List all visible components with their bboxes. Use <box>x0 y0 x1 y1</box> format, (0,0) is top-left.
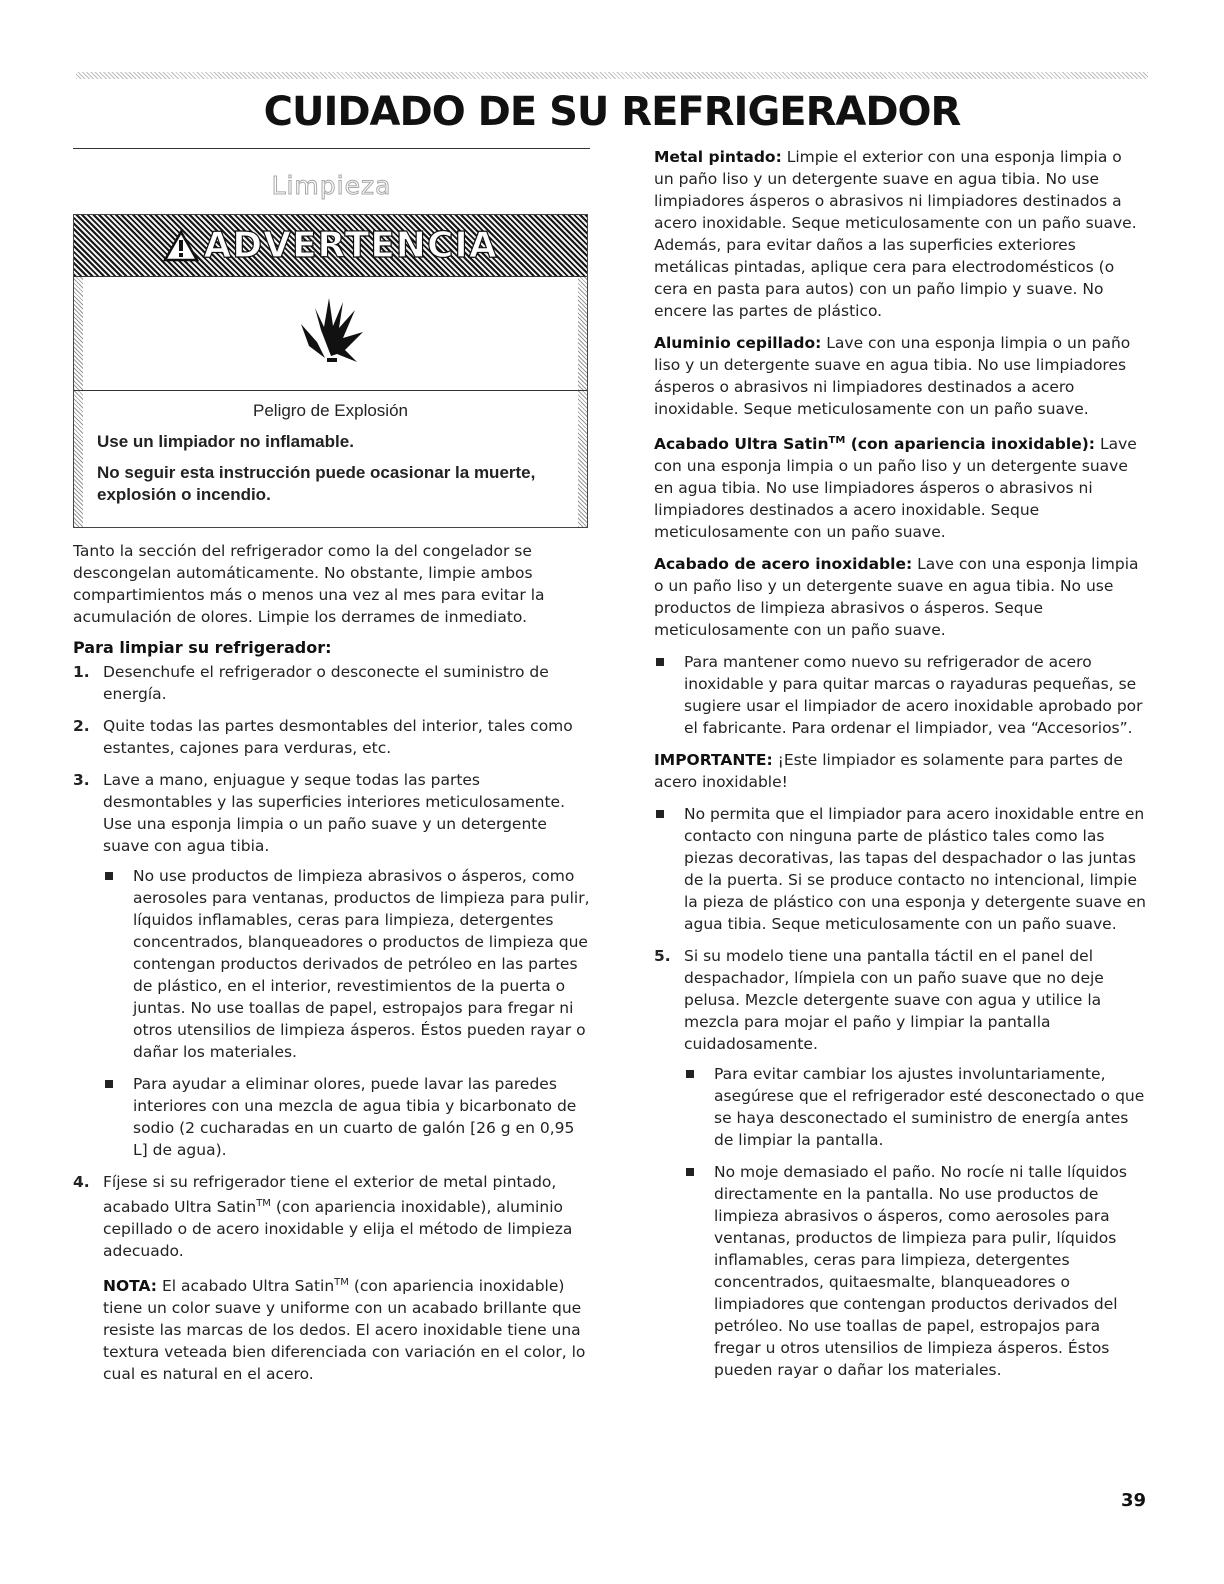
step-1: 1. Desenchufe el refrigerador o desconecte el suministro de energía. <box>73 663 549 703</box>
section-rule <box>73 148 590 149</box>
list-item: Para evitar cambiar los ajustes involuntariamente, asegúrese que el refrigerador esté desconectado o que se haya desconectado el suministro de energía antes de limpiar la pantalla. <box>684 1063 1146 1151</box>
step-3: 3. Lave a mano, enjuague y seque todas las partes desmontables y las superficies interiores meticulosamente. Use una esponja limpia o un paño suave y un detergente suave con agua tibia. No use productos de limpieza abrasivos o ásperos, como aerosoles para ventanas, productos de limpieza para pulir, líquidos inflamables, ceras para limpieza, detergentes concentrados, blanqueadores o productos de limpieza que contengan productos derivados de petróleo en las partes de plástico, en el interior, revestimientos de la puerta o juntas. No use toallas de papel, estropajos para fregar ni otros utensilios de limpieza ásperos. Éstos pueden rayar o dañar los materiales. Para ayudar a eliminar olores, puede lavar las paredes interiores con una mezcla de agua tibia y bicarbonato de sodio (2 cucharadas en un cuarto de galón [26 g en 0,95 L] de agua). <box>73 771 590 1159</box>
top-decorative-band <box>76 72 1148 79</box>
stainless-bullets <box>654 651 1146 739</box>
hazard-name: Peligro de Explosión <box>253 401 408 420</box>
note-paragraph: NOTA: El acabado Ultra Satin™ (con apariencia inoxidable) tiene un color suave y uniforme con un acabado brillante que resiste las marcas de los dedos. El acero inoxidable tiene una textura veteada bien diferenciada con variación en el color, lo cual es natural en el acero. <box>103 1277 586 1384</box>
right-column <box>654 146 1146 1391</box>
stainless-steel-paragraph: Acabado de acero inoxidable: Lave con una esponja limpia o un paño liso y un detergente suave en agua tibia. No use productos de limpieza abrasivos o ásperos. Seque meticulosamente con un paño suave. <box>654 555 1139 640</box>
list-item: No use productos de limpieza abrasivos o ásperos, como aerosoles para ventanas, productos de limpieza para pulir, líquidos inflamables, ceras para limpieza, detergentes concentrados, blanqueadores o productos de limpieza que contengan productos derivados de petróleo en las partes de plástico, en el interior, revestimientos de la puerta o juntas. No use toallas de papel, estropajos para fregar ni otros utensilios de limpieza ásperos. Éstos pueden rayar o dañar los materiales. <box>103 865 590 1063</box>
warning-pictogram-row <box>74 277 587 391</box>
warning-consequence: No seguir esta instrucción puede ocasionar la muerte, explosión o incendio. <box>97 463 536 504</box>
step-4: 4. Fíjese si su refrigerador tiene el exterior de metal pintado, acabado Ultra Satin™ (con apariencia inoxidable), aluminio cepillado o de acero inoxidable y elija el método de limpieza adecuado. NOTA: El acabado Ultra Satin™ (con apariencia inoxidable) tiene un color suave y uniforme con un acabado brillante que resiste las marcas de los dedos. El acero inoxidable tiene una textura veteada bien diferenciada con variación en el color, lo cual es natural en el acero. <box>73 1171 590 1385</box>
section-title: Limpieza <box>271 171 392 200</box>
ultra-satin-paragraph: Acabado Ultra Satin™ (con apariencia inoxidable): Lave con una esponja limpia o un paño liso y un detergente suave en agua tibia. No use limpiadores ásperos o abrasivos ni limpiadores destinados a acero inoxidable. Seque meticulosamente con un paño suave. <box>654 435 1137 542</box>
warning-message-row <box>74 391 587 527</box>
step-5-bullets <box>684 1063 1146 1381</box>
list-item: Para ayudar a eliminar olores, puede lavar las paredes interiores con una mezcla de agua tibia y bicarbonato de sodio (2 cucharadas en un cuarto de galón [26 g en 0,95 L] de agua). <box>103 1073 590 1161</box>
list-item: No permita que el limpiador para acero inoxidable entre en contacto con ninguna parte de plástico tales como las piezas decorativas, las tapas del despachador o las juntas de la puerta. Si se produce contacto no intencional, limpie la pieza de plástico con una esponja y detergente suave en agua tibia. Seque meticulosamente con un paño suave. <box>654 803 1146 935</box>
intro-paragraph: Tanto la sección del refrigerador como la del congelador se descongelan automáticamente. No obstante, limpie ambos compartimientos más o menos una vez al mes para evitar la acumulación de olores. Limpie los derrames de inmediato. <box>73 542 545 626</box>
step-3-bullets <box>103 865 590 1161</box>
cleaning-steps-continued <box>654 945 1146 1381</box>
important-paragraph: IMPORTANTE: ¡Este limpiador es solamente para partes de acero inoxidable! <box>654 751 1123 792</box>
brushed-aluminum-paragraph: Aluminio cepillado: Lave con una esponja limpia o un paño liso y un detergente suave en agua tibia. No use limpiadores ásperos o abrasivos ni limpiadores destinados a acero inoxidable. Seque meticulosamente con un paño suave. <box>654 334 1131 418</box>
step-2: 2. Quite todas las partes desmontables del interior, tales como estantes, cajones para verduras, etc. <box>73 717 573 757</box>
procedure-heading: Para limpiar su refrigerador: <box>73 638 332 657</box>
plastic-contact-bullets <box>654 803 1146 935</box>
page-number: 39 <box>1121 1490 1147 1511</box>
warning-instruction: Use un limpiador no inflamable. <box>97 432 354 451</box>
warning-header <box>74 215 587 277</box>
left-body <box>73 540 590 1385</box>
warning-header-text: ADVERTENCIA <box>203 225 498 266</box>
page-title: CUIDADO DE SU REFRIGERADOR <box>263 89 961 135</box>
cleaning-steps <box>73 661 590 1385</box>
painted-metal-paragraph: Metal pintado: Limpie el exterior con una esponja limpia o un paño liso y un detergente suave en agua tibia. No use limpiadores ásperos o abrasivos ni limpiadores destinados a acero inoxidable. Seque meticulosamente con un paño suave. Además, para evitar daños a las superficies exteriores metálicas pintadas, aplique cera para electrodomésticos (o cera en pasta para autos) con un paño limpio y suave. No encere las partes de plástico. <box>654 148 1137 320</box>
explosion-hazard-icon <box>291 294 371 374</box>
alert-triangle-icon <box>163 230 199 262</box>
step-5: 5. Si su modelo tiene una pantalla táctil en el panel del despachador, límpiela con un paño suave que no deje pelusa. Mezcle detergente suave con agua y utilice la mezcla para mojar el paño y limpiar la pantalla cuidadosamente. Para evitar cambiar los ajustes involuntariamente, asegúrese que el refrigerador esté desconectado o que se haya desconectado el suministro de energía antes de limpiar la pantalla. No moje demasiado el paño. No rocíe ni talle líquidos directamente en la pantalla. No use productos de limpieza abrasivos o ásperos, como aerosoles para ventanas, productos de limpieza para pulir, líquidos inflamables, ceras para limpieza, detergentes concentrados, quitaesmalte, blanqueadores o limpiadores que contengan productos derivados del petróleo. No use toallas de papel, estropajos para fregar u otros utensilios de limpieza ásperos. Éstos pueden rayar o dañar los materiales. <box>654 947 1145 1380</box>
warning-box <box>73 214 588 528</box>
list-item: Para mantener como nuevo su refrigerador de acero inoxidable y para quitar marcas o rayaduras pequeñas, se sugiere usar el limpiador de acero inoxidable aprobado por el fabricante. Para ordenar el limpiador, vea “Accesorios”. <box>654 651 1146 739</box>
list-item: No moje demasiado el paño. No rocíe ni talle líquidos directamente en la pantalla. No use productos de limpieza abrasivos o ásperos, como aerosoles para ventanas, productos de limpieza para pulir, líquidos inflamables, ceras para limpieza, detergentes concentrados, quitaesmalte, blanqueadores o limpiadores que contengan productos derivados del petróleo. No use toallas de papel, estropajos para fregar u otros utensilios de limpieza ásperos. Éstos pueden rayar o dañar los materiales. <box>684 1161 1146 1381</box>
left-column <box>73 148 590 1395</box>
